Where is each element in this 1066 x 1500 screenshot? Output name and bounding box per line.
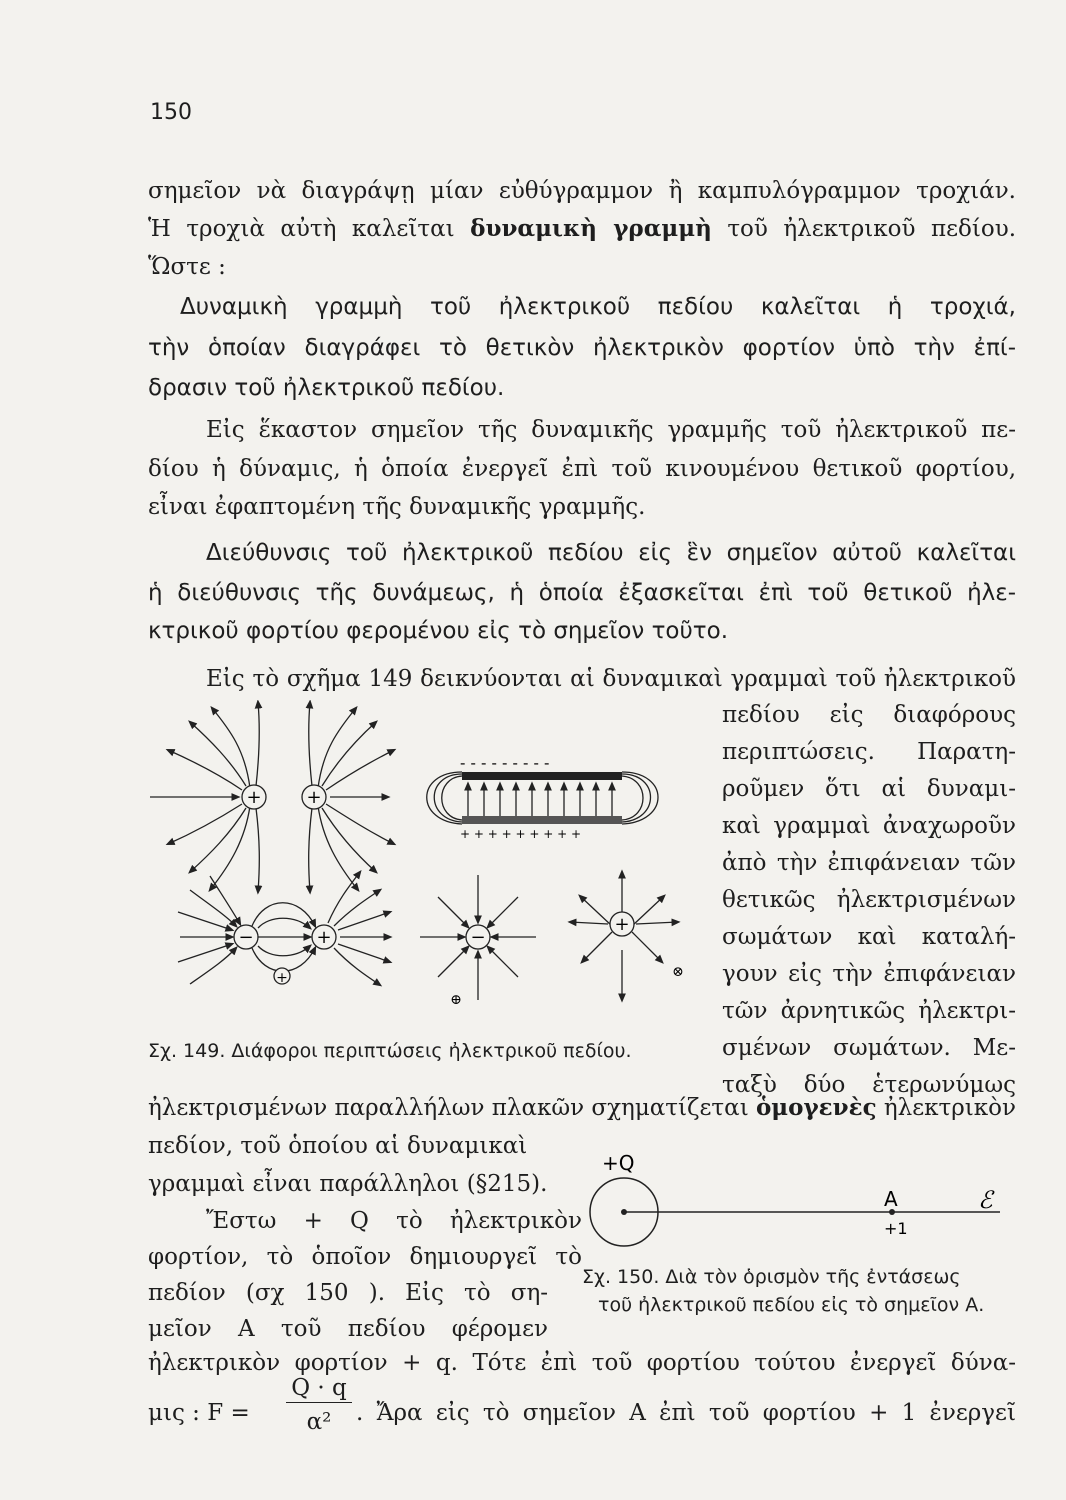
side-text-line: τῶν ἀρνητικῶς ἠλεκτρι- [722, 998, 1016, 1024]
text-line: Ἔστω + Q τὸ ἠλεκτρικὸν [206, 1208, 582, 1234]
negative-charge: − [470, 927, 486, 948]
plate-plus-signs: + + + + + + + + + [460, 827, 582, 841]
plate-minus-signs: - - - - - - - - - [460, 753, 550, 772]
charge-label: +Q [602, 1151, 635, 1175]
test-charge: + [276, 970, 288, 986]
text-line [148, 214, 1016, 244]
definition-line: Δυναμικὴ γραμμὴ τοῦ ἠλεκτρικοῦ πεδίου καλεῖται ἡ τροχιά, [180, 294, 1016, 320]
text-line: γραμμαὶ εἶναι παράλληλοι (§215). [148, 1171, 548, 1197]
figure-149-caption: Σχ. 149. Διάφοροι περιπτώσεις ἠλεκτρικοῦ πεδίου. [148, 1040, 632, 1062]
text-line: μεῖον Α τοῦ πεδίου φέρομεν [148, 1316, 548, 1342]
field-label: ℰ [978, 1186, 993, 1214]
text-line: εἶναι ἐφαπτομένη τῆς δυναμικῆς γραμμῆς. [148, 494, 646, 520]
side-text-line: σμένων σωμάτων. Με- [722, 1035, 1016, 1061]
side-text-line: πεδίου εἰς διαφόρους [722, 702, 1016, 728]
positive-charge: + [316, 927, 332, 948]
figure-149 [150, 700, 710, 1010]
figure-150-caption: Σχ. 150. Διὰ τὸν ὁρισμὸν τῆς ἐντάσεως [582, 1266, 961, 1288]
text-line: Ὥστε : [148, 254, 226, 280]
unit-charge-label: +1 [884, 1219, 908, 1238]
text-segment: Ἡ τροχιὰ αὐτὴ καλεῖται [148, 216, 455, 242]
side-text-line: θετικῶς ἠλεκτρισμένων [722, 887, 1016, 913]
positive-charge: + [614, 914, 630, 935]
test-charge: ⊕ [450, 992, 462, 1008]
text-line: ἠλεκτρικὸν φορτίον + q. Τότε ἐπὶ τοῦ φορτίου τούτου ἐνεργεῖ δύνα- [148, 1350, 1016, 1376]
side-text-line: γουν εἰς τὴν ἐπιφάνειαν [722, 961, 1016, 987]
text-line: φορτίον, τὸ ὁποῖον δημιουργεῖ τὸ [148, 1244, 582, 1270]
text-line: ἡ διεύθυνσις τῆς δυνάμεως, ἡ ὁποία ἐξασκεῖται ἐπὶ τοῦ θετικοῦ ἠλε- [148, 580, 1016, 606]
text-line: Εἰς ἕκαστον σημεῖον τῆς δυναμικῆς γραμμῆς τοῦ ἠλεκτρικοῦ πε- [206, 417, 1016, 443]
text-segment: ἠλεκτρισμένων παραλλήλων πλακῶν σχηματίζεται [148, 1095, 749, 1121]
formula-prefix: μις : F = [148, 1400, 250, 1426]
text-line: Εἰς τὸ σχῆμα 149 δεικνύονται αἱ δυναμικαὶ γραμμαὶ τοῦ ἠλεκτρικοῦ [206, 666, 1016, 692]
side-text-line: ταξὺ δύο ἑτερωνύμως [722, 1072, 1016, 1098]
side-text-line: ἀπὸ τὴν ἐπιφάνειαν τῶν [722, 850, 1016, 876]
side-text-line: ροῦμεν ὅτι αἱ δυναμι- [722, 776, 1016, 802]
side-text-line: καὶ γραμμαὶ ἀναχωροῦν [722, 813, 1016, 839]
text-segment: ἠλεκτρικὸν [883, 1095, 1016, 1121]
definition-line: τὴν ὁποίαν διαγράφει τὸ θετικὸν ἠλεκτρικὸν φορτίον ὑπὸ τὴν ἐπί- [148, 335, 1016, 361]
side-text-line: σωμάτων καὶ καταλή- [722, 924, 1016, 950]
side-text-line: περιπτώσεις. Παρατη- [722, 739, 1016, 765]
page-number: 150 [150, 100, 192, 125]
text-line: Διεύθυνσις τοῦ ἠλεκτρικοῦ πεδίου εἰς ἓν σημεῖον αὐτοῦ καλεῖται [206, 540, 1016, 566]
text-line: κτρικοῦ φορτίου φερομένου εἰς τὸ σημεῖον τοῦτο. [148, 618, 729, 644]
fraction-denominator: α² [306, 1409, 332, 1435]
definition-line: δρασιν τοῦ ἠλεκτρικοῦ πεδίου. [148, 375, 505, 401]
text-line [148, 1093, 1016, 1123]
parallel-plates [427, 753, 658, 841]
text-line: πεδίον (σχ 150 ). Εἰς τὸ ση- [148, 1280, 548, 1306]
point-label: A [884, 1187, 898, 1211]
fraction-numerator: Q · q [286, 1374, 352, 1403]
text-line: πεδίον, τοῦ ὁποίου αἱ δυναμικαὶ [148, 1133, 528, 1159]
dipole [178, 872, 390, 985]
positive-charge: + [246, 787, 262, 808]
positive-charge: + [306, 787, 322, 808]
figure-150 [580, 1150, 1020, 1250]
test-charge: ⊗ [672, 964, 684, 980]
term-bold: δυναμικὴ γραμμὴ [470, 215, 712, 242]
negative-charge: − [238, 927, 254, 948]
two-positive-charges [150, 702, 394, 892]
single-positive-charge [570, 872, 678, 1000]
term-bold: ὁμογενὲς [755, 1094, 877, 1121]
figure-150-caption: τοῦ ἠλεκτρικοῦ πεδίου εἰς τὸ σημεῖον Α. [598, 1294, 985, 1316]
text-line: . Ἄρα εἰς τὸ σημεῖον Α ἐπὶ τοῦ φορτίου + 1 ἐνεργεῖ [356, 1400, 1016, 1426]
text-segment: τοῦ ἠλεκτρικοῦ πεδίου. [727, 216, 1017, 242]
text-line: σημεῖον νὰ διαγράψῃ μίαν εὐθύγραμμον ἢ καμπυλόγραμμον τροχιάν. [148, 178, 1016, 204]
text-line: δίου ἡ δύναμις, ἡ ὁποία ἐνεργεῖ ἐπὶ τοῦ κινουμένου θετικοῦ φορτίου, [148, 456, 1016, 482]
